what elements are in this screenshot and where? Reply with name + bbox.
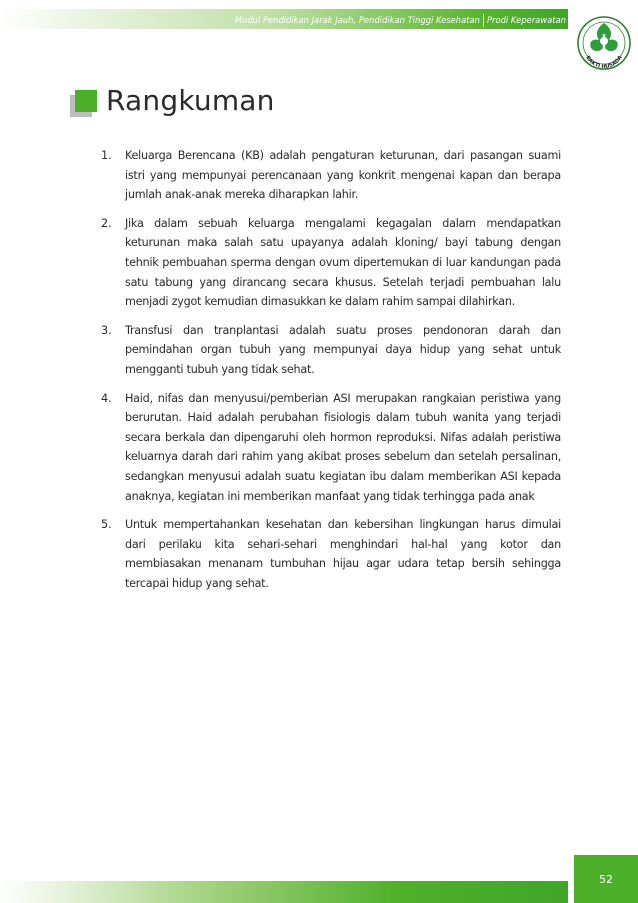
list-item-text: Transfusi dan tranplantasi adalah suatu proses pendonoran darah dan pemindahan organ tubuh yang mempunyai daya hidup yang sehat untuk mengganti tubuh yang tidak sehat. [125, 323, 561, 376]
running-header [235, 12, 566, 28]
page-number: 52 [599, 872, 613, 886]
list-item-number: 1. [101, 149, 112, 162]
list-item-text: Haid, nifas dan menyusui/pemberian ASI merupakan rangkaian peristiwa yang berurutan. Haid adalah perubahan fisiologis dalam tubuh wanita yang terjadi secara berkala dan dipengaruhi oleh hormon reproduksi. Nifas adalah peristiwa keluarnya darah dari rahim yang akibat proses sebelum dan setelah persalinan, sedangkan menyusui adalah suatu kegiatan ibu dalam memberikan ASI kepada anaknya, kegiatan ini memberikan manfaat yang tidak terhingga pada anak [125, 391, 561, 503]
logo-text: BAKTI HUSADA [584, 54, 624, 71]
list-item [101, 146, 561, 205]
list-item-text: Untuk mempertahankan kesehatan dan kebersihan lingkungan harus dimulai dari perilaku kita sehari-sehari menghindari hal-hal yang kotor dan membiasakan menanam tumbuhan hijau agar udara tetap bersih sehingga tercapai hidup yang sehat. [125, 518, 561, 590]
summary-list [101, 146, 561, 602]
header-separator [483, 14, 484, 27]
list-item-number: 5. [101, 518, 112, 532]
list-item-text: Keluarga Berencana (KB) adalah pengaturan keturunan, dari pasangan suami istri yang mempunyai perencanaan yang konkrit mengenai kapan dan berapa jumlah anak-anak mereka diharapkan lahir. [125, 149, 561, 202]
heading-square-green [75, 90, 97, 112]
section-title: Rangkuman [106, 84, 275, 117]
list-item-number: 4. [101, 391, 112, 405]
header-program: Prodi Keperawatan [486, 15, 566, 25]
footer-bar [0, 881, 568, 903]
list-item [101, 321, 561, 380]
page-number-box [574, 855, 638, 903]
bakti-husada-logo [575, 8, 633, 78]
list-item-number: 3. [101, 323, 112, 337]
header-module-title: Modul Pendidikan Jarak Jauh, Pendidikan Tinggi Kesehatan [234, 15, 480, 25]
list-item [101, 214, 561, 312]
list-item-number: 2. [101, 216, 112, 230]
list-item [101, 515, 561, 593]
list-item-text: Jika dalam sebuah keluarga mengalami kegagalan dalam mendapatkan keturunan maka salah satu upayanya adalah kloning/ bayi tabung dengan tehnik pembuahan sperma dengan ovum dipertemukan di luar kandungan pada satu tabung yang dirancang secara khusus. Setelah terjadi pembuahan lalu menjadi zygot kemudian dimasukkan ke dalam rahim sampai dilahirkan. [125, 216, 561, 309]
list-item [101, 389, 561, 507]
